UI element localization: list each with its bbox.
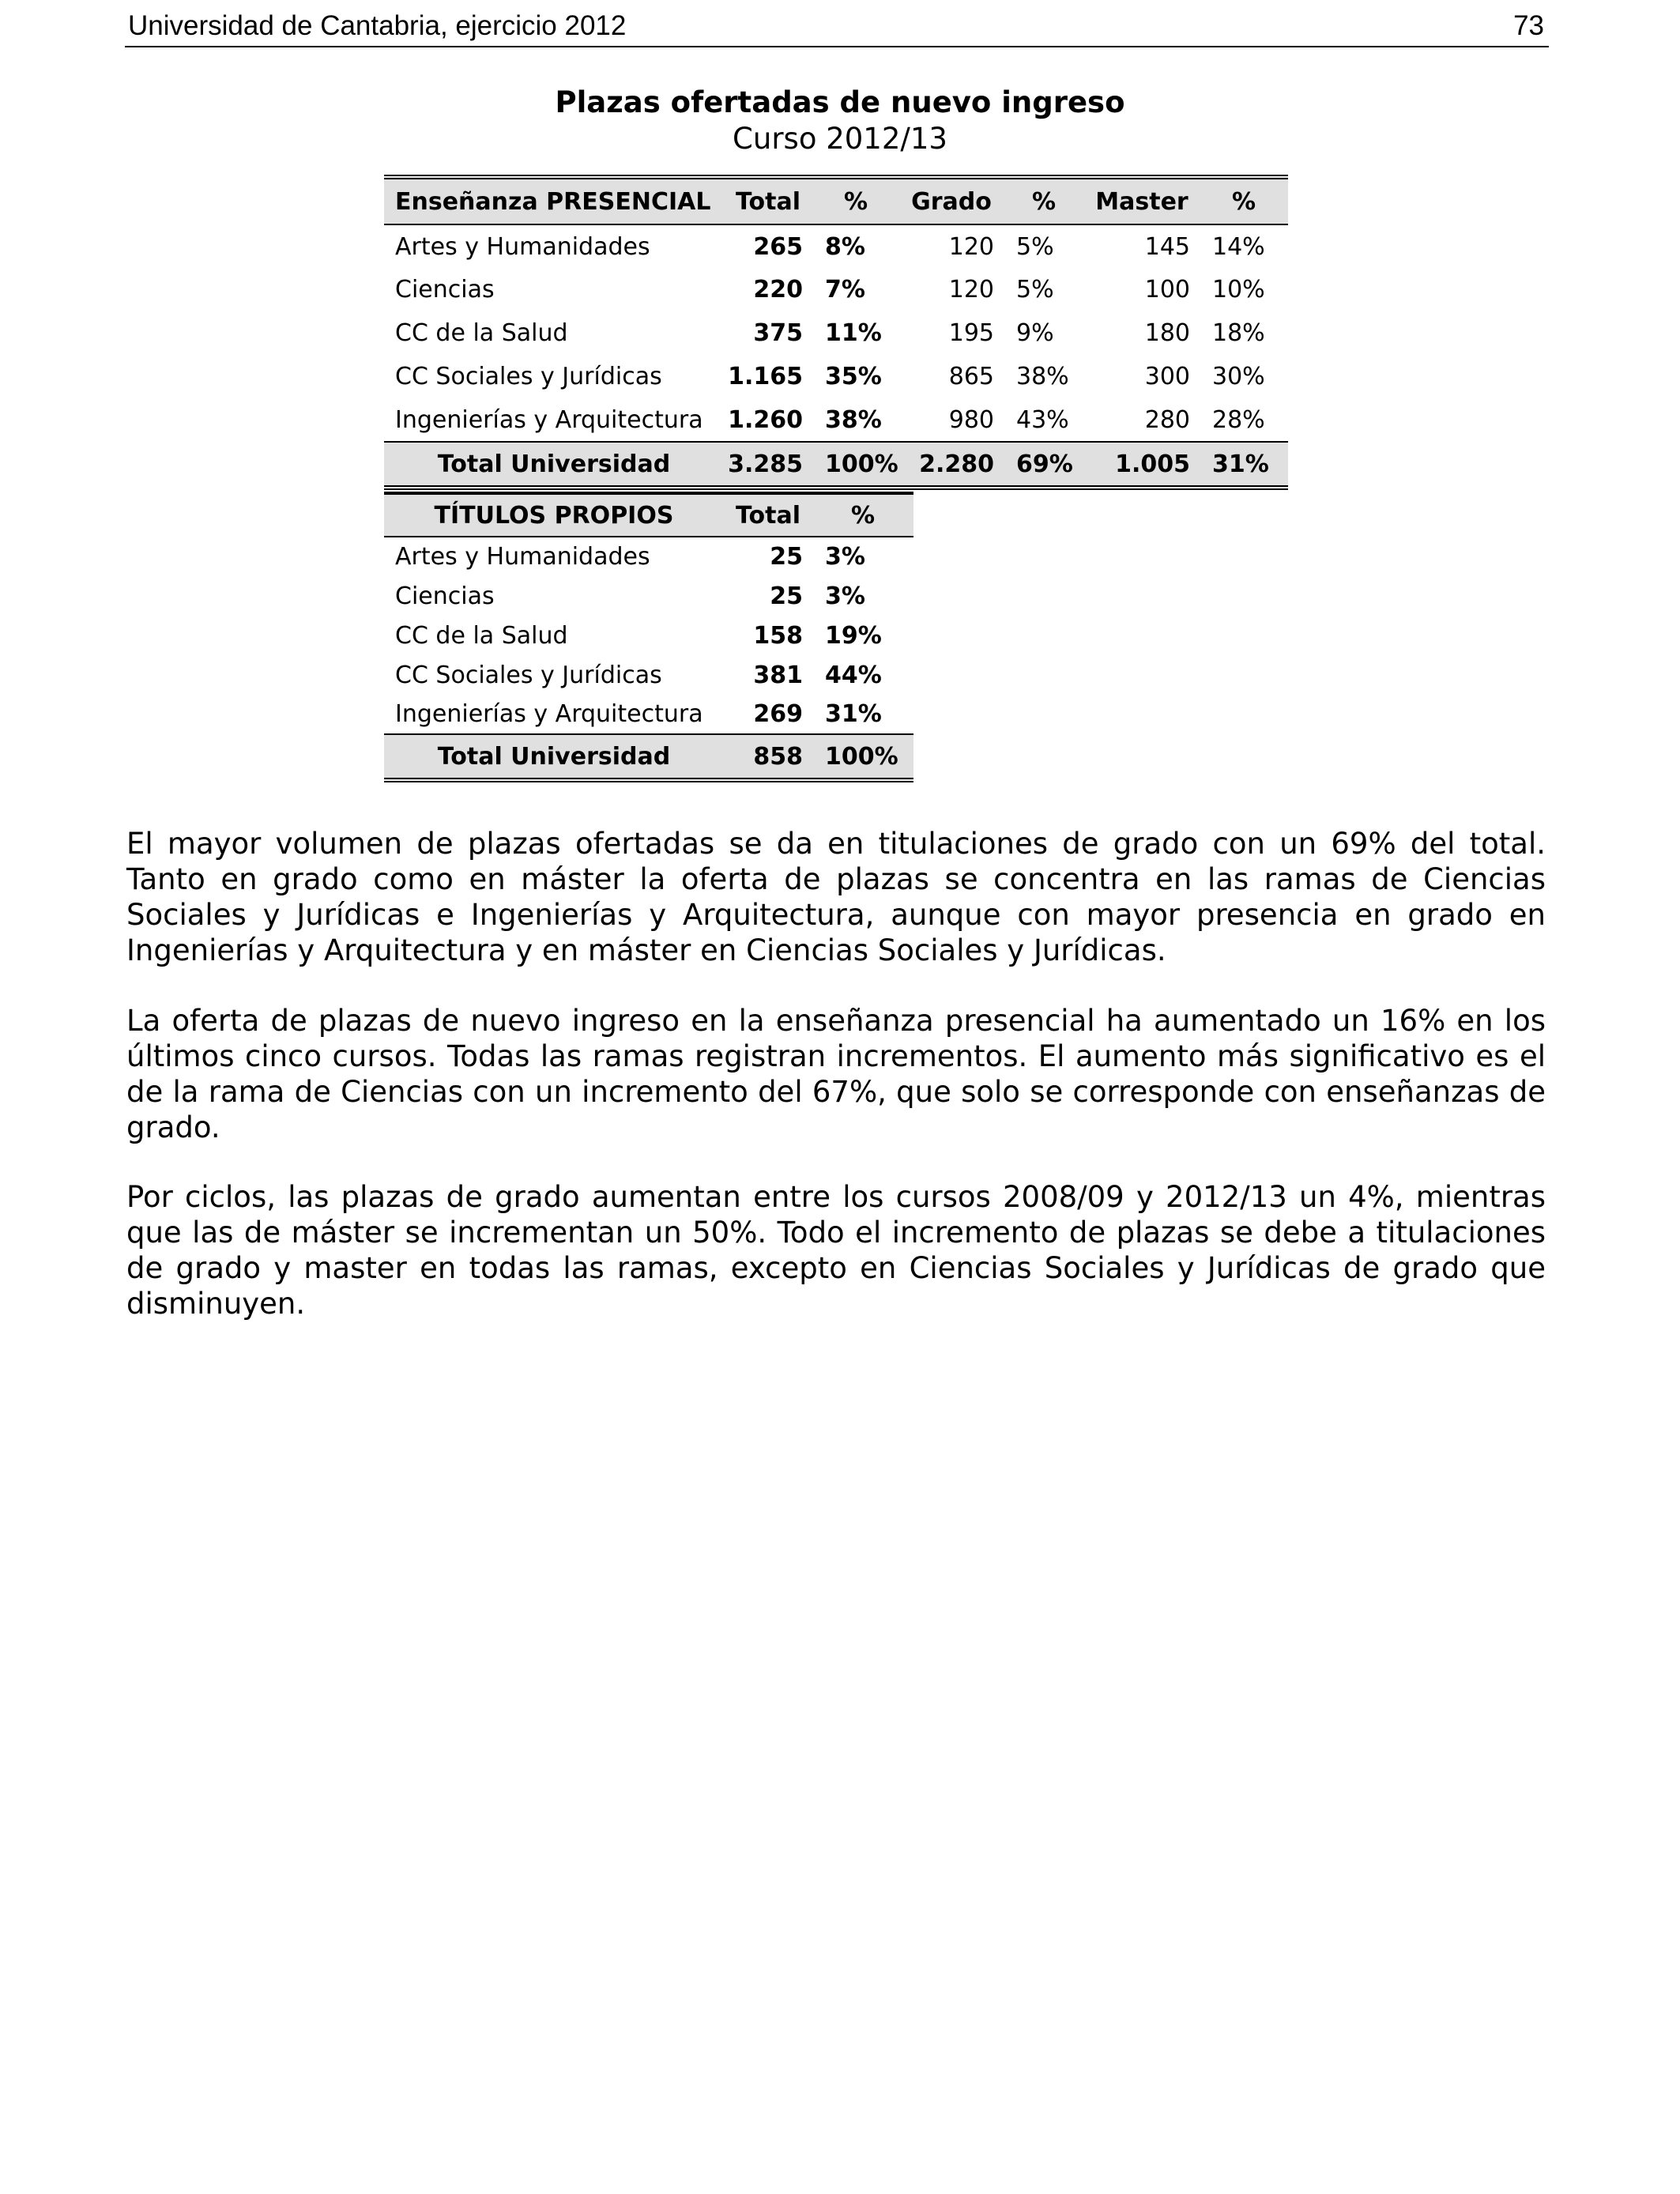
row-label: CC Sociales y Jurídicas xyxy=(395,363,662,390)
cell-total-pct: 38% xyxy=(825,405,882,434)
table-row xyxy=(384,655,913,695)
paragraph-3: Por ciclos, las plazas de grado aumentan entre los cursos 2008/09 y 2012/13 un 4%, mientras que las de máster se incrementan un 50%. Todo el incremento de plazas se debe a titulaciones de grado y master en todas las ramas, excepto en Ciencias Sociales y Jurídicas de grado que disminuyen. xyxy=(126,1180,1546,1321)
row-label: Ingenierías y Arquitectura xyxy=(395,405,703,434)
table-row xyxy=(384,224,1288,268)
column-header: % xyxy=(1200,177,1288,224)
cell-total-pct: 11% xyxy=(825,319,882,347)
row-label: Ciencias xyxy=(395,582,495,610)
cell-total-pct: 3% xyxy=(825,543,865,571)
cell-grado: 120 xyxy=(948,232,994,261)
cell-total-pct: 3% xyxy=(825,582,865,610)
column-header: % xyxy=(1004,177,1084,224)
paragraph-2: La oferta de plazas de nuevo ingreso en la enseñanza presencial ha aumentado un 16% en los últimos cinco cursos. Todas las ramas registran incrementos. El aumento más significativo es el de la rama de Ciencias con un incremento del 67%, que solo se corresponde con enseñanzas de grado. xyxy=(126,1004,1546,1144)
cell-total: 1.260 xyxy=(728,405,803,434)
column-header: TÍTULOS PROPIOS xyxy=(384,493,724,537)
column-header: Enseñanza PRESENCIAL xyxy=(384,177,724,224)
cell-grado-pct: 38% xyxy=(1016,363,1069,390)
row-label: CC de la Salud xyxy=(395,621,568,650)
total-label: Total Universidad xyxy=(384,442,724,488)
cell-grado: 195 xyxy=(948,319,994,347)
column-header: Total xyxy=(724,177,812,224)
row-label: CC de la Salud xyxy=(395,319,568,347)
cell-total-pct: 44% xyxy=(825,661,882,689)
total-grado: 2.280 xyxy=(899,442,1004,488)
total-master: 1.005 xyxy=(1084,442,1200,488)
cell-total-pct: 7% xyxy=(825,276,865,303)
cell-total: 220 xyxy=(753,276,803,303)
cell-grado-pct: 43% xyxy=(1016,405,1069,434)
cell-total: 265 xyxy=(753,232,803,261)
cell-total-pct: 8% xyxy=(825,232,865,261)
table-row xyxy=(384,616,913,655)
total-master-pct: 31% xyxy=(1200,442,1288,488)
row-label: CC Sociales y Jurídicas xyxy=(395,661,662,689)
row-label: Ingenierías y Arquitectura xyxy=(395,700,703,728)
page-number: 73 xyxy=(1513,10,1544,41)
cell-master: 100 xyxy=(1144,276,1190,303)
cell-grado-pct: 5% xyxy=(1016,276,1054,303)
cell-total: 381 xyxy=(753,661,803,689)
cell-grado: 980 xyxy=(948,405,994,434)
cell-master: 180 xyxy=(1144,319,1190,347)
cell-master-pct: 14% xyxy=(1212,232,1265,261)
total-grado-pct: 69% xyxy=(1004,442,1084,488)
column-header: Master xyxy=(1084,177,1200,224)
table-subtitle: Curso 2012/13 xyxy=(733,122,947,156)
cell-master: 145 xyxy=(1144,232,1190,261)
column-header: % xyxy=(812,493,913,537)
cell-master-pct: 28% xyxy=(1212,405,1265,434)
column-header: % xyxy=(812,177,899,224)
row-label: Artes y Humanidades xyxy=(395,543,650,571)
table-header-row xyxy=(384,493,913,537)
cell-total: 158 xyxy=(753,621,803,650)
total-total-pct: 100% xyxy=(812,442,899,488)
total-row xyxy=(384,442,1288,488)
total-total-pct: 100% xyxy=(812,734,913,780)
presencial-table xyxy=(384,175,1288,490)
cell-grado-pct: 9% xyxy=(1016,319,1054,347)
table-row xyxy=(384,398,1288,442)
table-title: Plazas ofertadas de nuevo ingreso xyxy=(555,85,1125,119)
cell-total: 25 xyxy=(770,543,803,571)
table-row xyxy=(384,576,913,616)
cell-grado: 120 xyxy=(948,276,994,303)
cell-total-pct: 19% xyxy=(825,621,882,650)
cell-total-pct: 35% xyxy=(825,363,882,390)
cell-total: 25 xyxy=(770,582,803,610)
cell-total-pct: 31% xyxy=(825,700,882,728)
cell-total: 375 xyxy=(753,319,803,347)
cell-master-pct: 10% xyxy=(1212,276,1265,303)
table-row xyxy=(384,537,913,576)
total-label: Total Universidad xyxy=(384,734,724,780)
cell-master: 280 xyxy=(1144,405,1190,434)
titulos-propios-table xyxy=(384,492,913,782)
total-total: 858 xyxy=(724,734,812,780)
total-row xyxy=(384,734,913,780)
table-row xyxy=(384,311,1288,355)
paragraph-1: El mayor volumen de plazas ofertadas se da en titulaciones de grado con un 69% del total. Tanto en grado como en máster la oferta de plazas se concentra en las ramas de Ciencias Sociales y Jurídicas e Ingenierías y Arquitectura, aunque con mayor presencia en grado en Ingenierías y Arquitectura y en máster en Ciencias Sociales y Jurídicas. xyxy=(126,827,1546,967)
header-title: Universidad de Cantabria, ejercicio 2012 xyxy=(128,10,627,41)
table-row xyxy=(384,268,1288,311)
cell-total: 269 xyxy=(753,700,803,728)
column-header: Grado xyxy=(899,177,1004,224)
table-row xyxy=(384,355,1288,398)
cell-grado-pct: 5% xyxy=(1016,232,1054,261)
cell-master-pct: 18% xyxy=(1212,319,1265,347)
row-label: Artes y Humanidades xyxy=(395,232,650,261)
cell-grado: 865 xyxy=(948,363,994,390)
cell-total: 1.165 xyxy=(728,363,803,390)
cell-master-pct: 30% xyxy=(1212,363,1265,390)
row-label: Ciencias xyxy=(395,276,495,303)
column-header: Total xyxy=(724,493,812,537)
cell-master: 300 xyxy=(1144,363,1190,390)
total-total: 3.285 xyxy=(724,442,812,488)
table-header-row xyxy=(384,177,1288,224)
table-row xyxy=(384,695,913,734)
page-header xyxy=(125,6,1549,47)
